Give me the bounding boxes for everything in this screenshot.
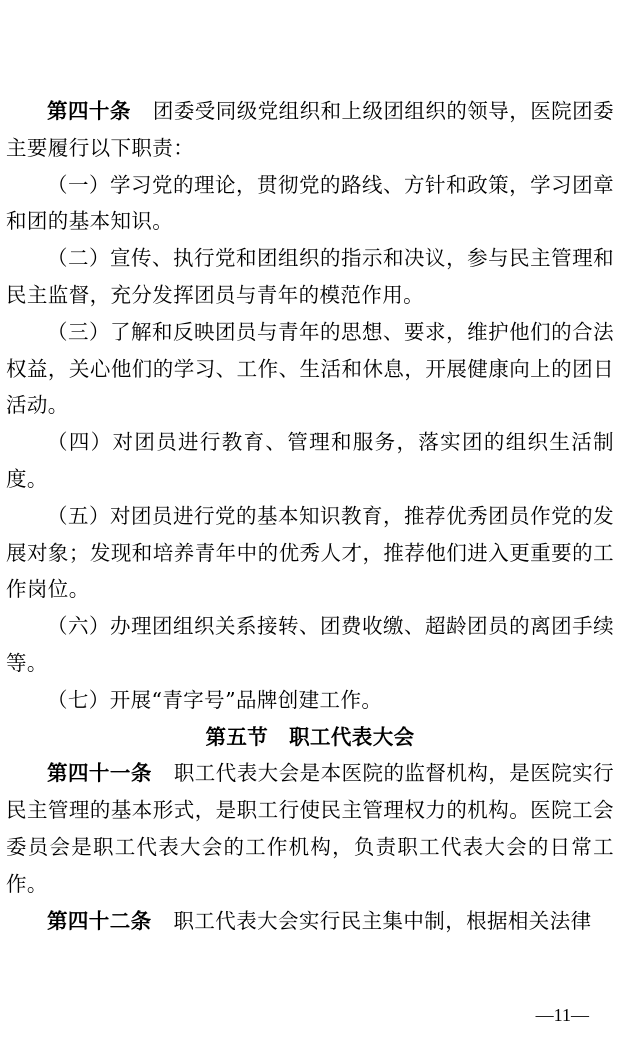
article-40-item-5: （五）对团员进行党的基本知识教育，推荐优秀团员作党的发展对象；发现和培养青年中的优秀人才，推荐他们进入更重要的工作岗位。 bbox=[6, 503, 614, 602]
article-41-text: 职工代表大会是本医院的监督机构，是医院实行民主管理的基本形式，是职工行使民主管理权力的机构。医院工会委员会是职工代表大会的工作机构，负责职工代表大会的日常工作。 bbox=[6, 761, 615, 896]
article-40-item-4: （四）对团员进行教育、管理和服务，落实团的组织生活制度。 bbox=[6, 430, 614, 491]
article-40 bbox=[6, 93, 614, 167]
article-42 bbox=[6, 903, 614, 940]
article-42-text: 职工代表大会实行民主集中制，根据相关法律 bbox=[173, 908, 592, 933]
section-5-title: 第五节 职工代表大会 bbox=[205, 724, 415, 749]
page-number: —11— bbox=[535, 1005, 589, 1025]
article-40-item-7: （七）开展“青字号”品牌创建工作。 bbox=[47, 687, 383, 712]
article-40-item-2: （二）宣传、执行党和团组织的指示和决议，参与民主管理和民主监督，充分发挥团员与青年的模范作用。 bbox=[6, 246, 614, 307]
article-40-label: 第四十条 bbox=[47, 99, 131, 123]
article-41 bbox=[6, 755, 614, 902]
article-40-item-6: （六）办理团组织关系接转、团费收缴、超龄团员的离团手续等。 bbox=[6, 614, 614, 675]
article-40-text: 团委受同级党组织和上级团组织的领导，医院团委主要履行以下职责： bbox=[6, 99, 614, 160]
article-40-item-3: （三）了解和反映团员与青年的思想、要求，维护他们的合法权益，关心他们的学习、工作、生活和休息，开展健康向上的团日活动。 bbox=[6, 319, 614, 418]
document-body bbox=[6, 93, 614, 939]
article-42-label: 第四十二条 bbox=[47, 908, 152, 933]
article-40-item-1: （一）学习党的理论，贯彻党的路线、方针和政策，学习团章和团的基本知识。 bbox=[6, 172, 614, 234]
article-41-label: 第四十一条 bbox=[47, 761, 152, 786]
